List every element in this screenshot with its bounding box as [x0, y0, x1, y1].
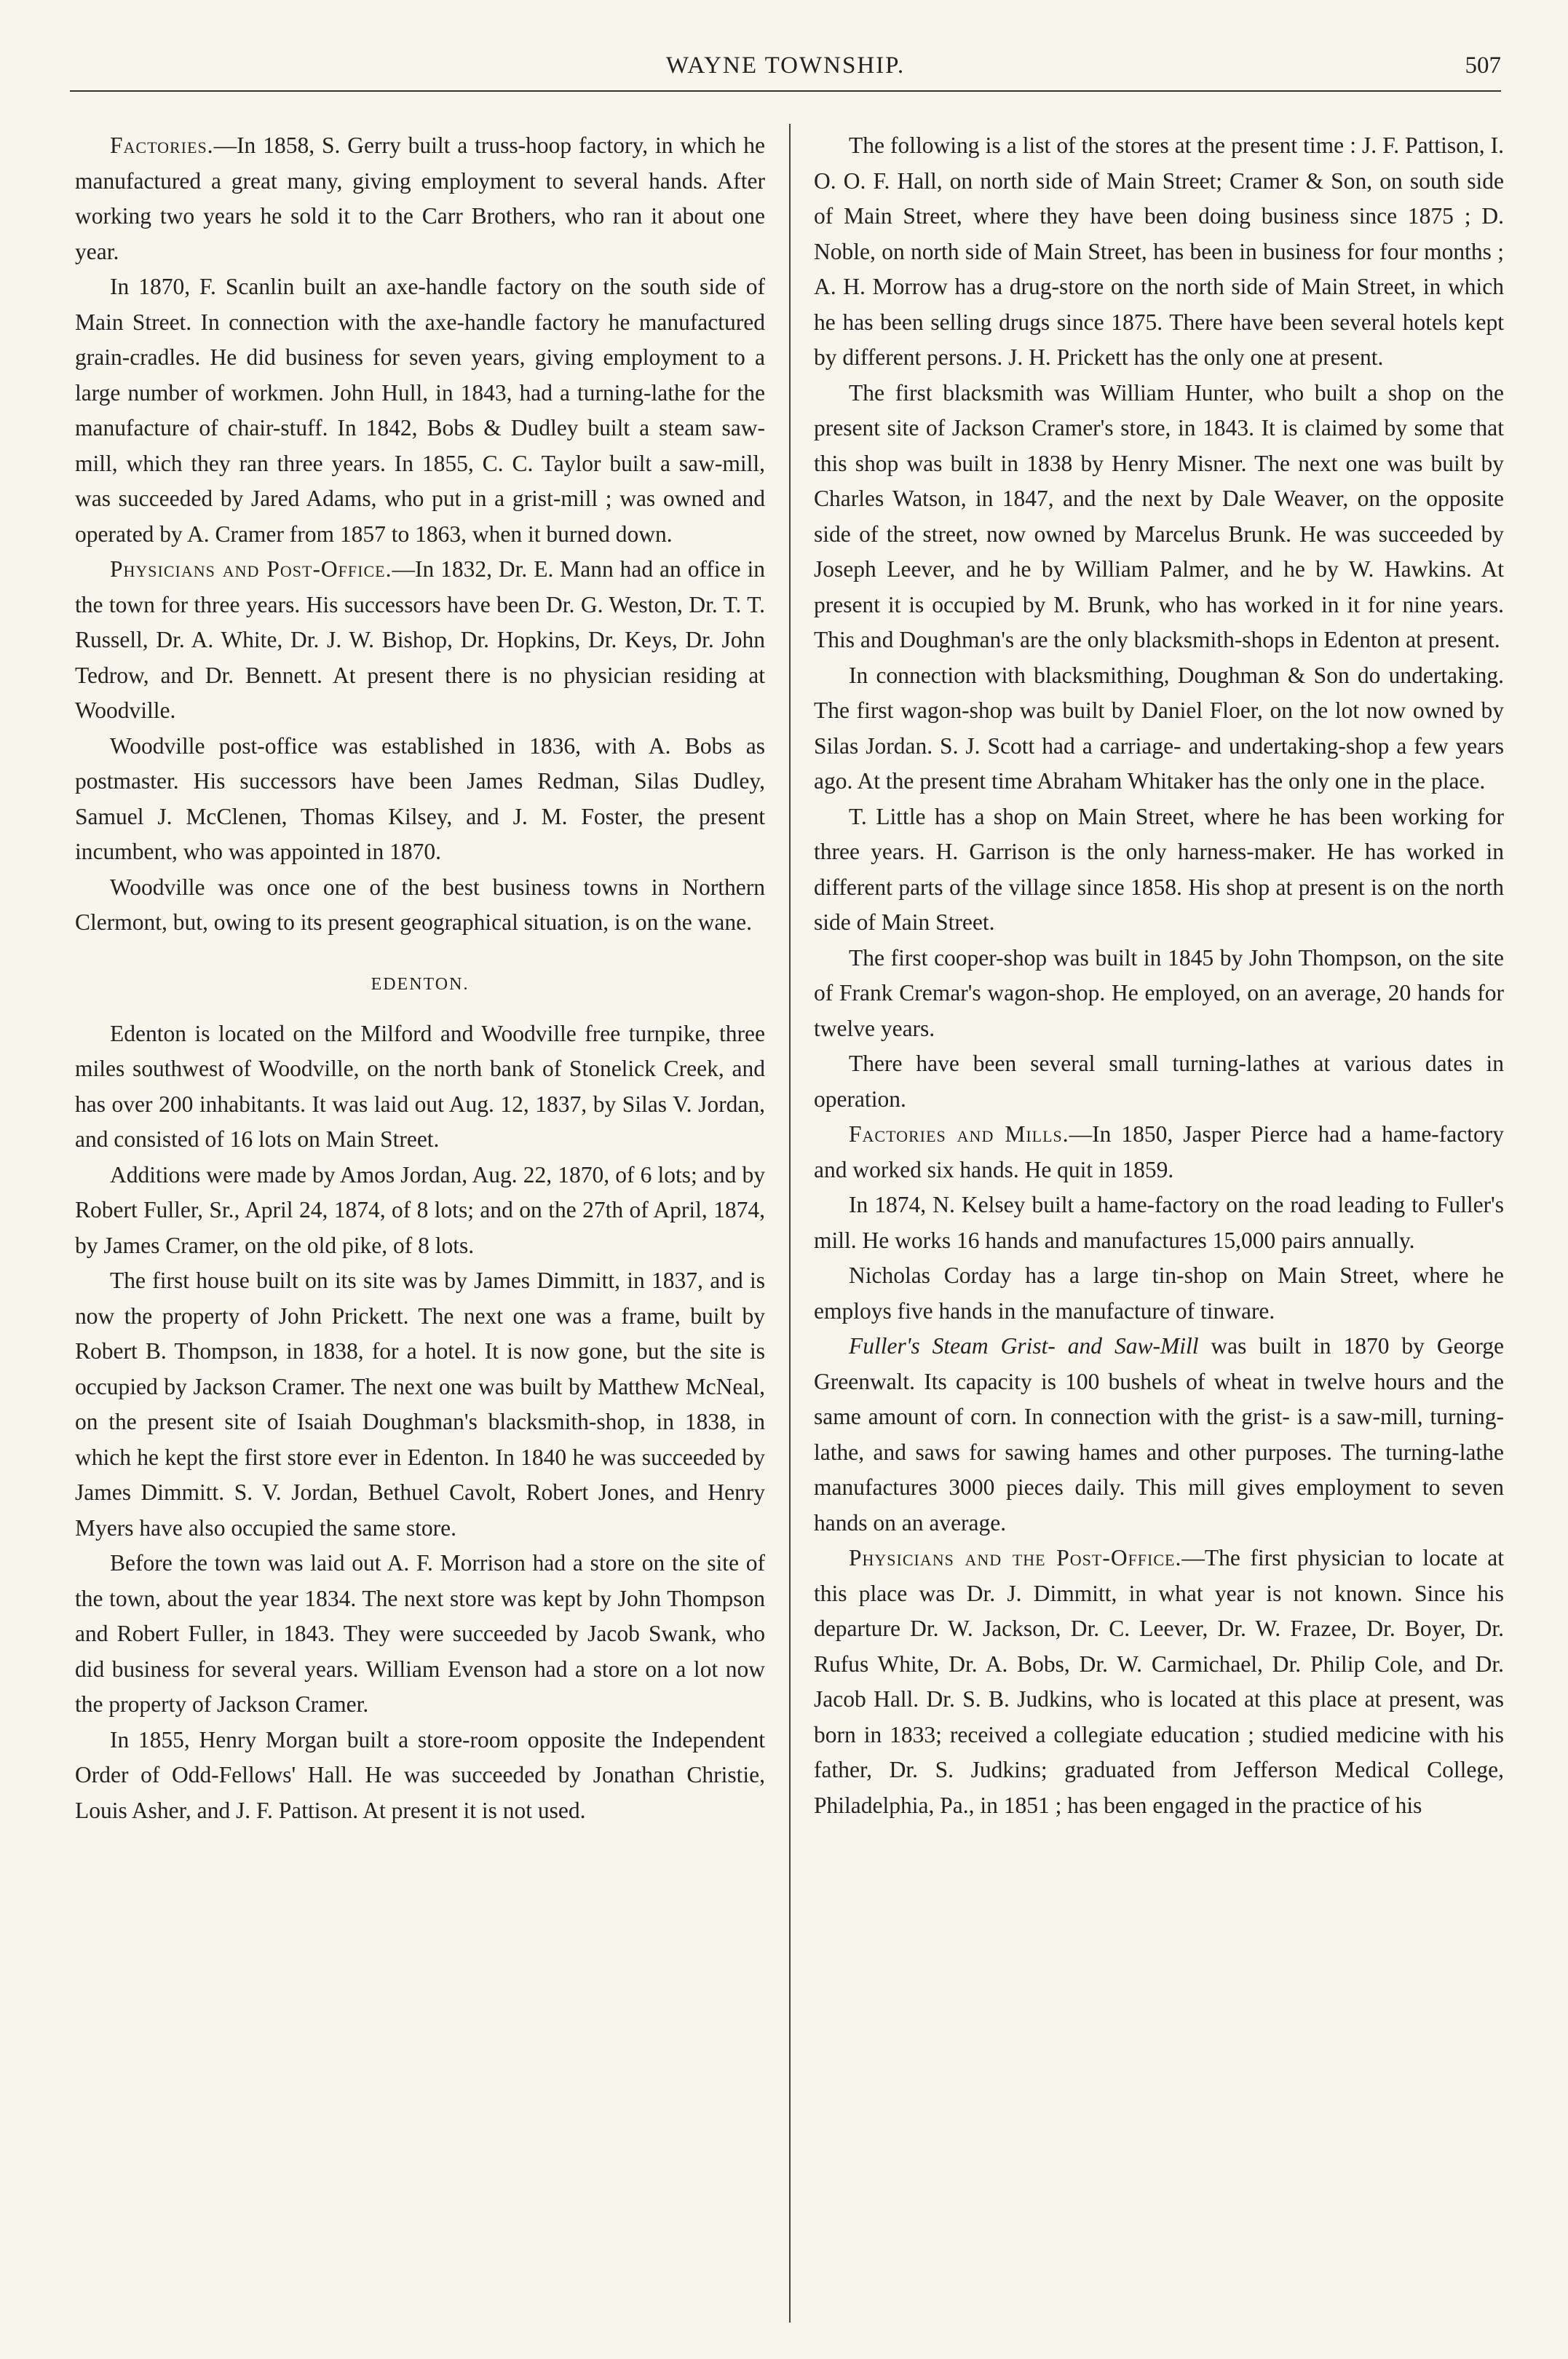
paragraph: There have been several small turning-lathes at various dates in operation.: [814, 1051, 1504, 1112]
page-title: WAYNE TOWNSHIP.: [665, 52, 906, 79]
paragraph: Nicholas Corday has a large tin-shop on Main Street, where he employs five hands in the manufacture of tinware.: [814, 1263, 1504, 1324]
paragraph-text: was built in 1870 by George Greenwalt. Its capacity is 100 bushels of wheat in twelve hours and the same amount of corn. In connection with the grist- is a saw-mill, turning-lathe, and saws for sawing hames and other purposes. The turning-lathe manufactures 3000 pieces daily. This mill gives employment to seven hands on an average.: [814, 1333, 1504, 1536]
section-heading: EDENTON.: [371, 974, 470, 994]
paragraph: Additions were made by Amos Jordan, Aug. 22, 1870, of 6 lots; and by Robert Fuller, Sr., April 24, 1874, of 8 lots; and on the 27th of April, 1874, by James Cramer, on the old pike, of 8 lots.: [75, 1161, 765, 1258]
paragraph: Before the town was laid out A. F. Morrison had a store on the site of the town, about the year 1834. The next store was kept by John Thompson and Robert Fuller, in 1843. They were succeeded by Jacob Swank, who did business for several years. William Evenson had a store on a lot now the property of Jackson Cramer.: [75, 1550, 765, 1717]
paragraph: [75, 128, 765, 269]
paragraph-text: —The first physician to locate at this place was Dr. J. Dimmitt, in what year is not known. Since his departure Dr. W. Jackson, Dr. C. Leever, Dr. W. Frazee, Dr. Boyer, Dr. Rufus White, Dr. A. Bobs, Dr. W. Carmichael, Dr. Philip Cole, and Dr. Jacob Hall. Dr. S. B. Judkins, who is located at this place at present, was born in 1833; received a collegiate education ; studied medicine with his father, Dr. S. Judkins; graduated from Jefferson Medical College, Philadelphia, Pa., in 1851 ; has been engaged in the practice of his: [814, 1545, 1504, 1818]
paragraph-text: —In 1832, Dr. E. Mann had an office in the town for three years. His successors have been Dr. G. Weston, Dr. T. T. Russell, Dr. A. White, Dr. J. W. Bishop, Dr. Hopkins, Dr. Keys, Dr. John Tedrow, and Dr. Bennett. At present there is no physician residing at Woodville.: [75, 556, 765, 723]
paragraph-lead: Physicians and the Post-Office.: [849, 1545, 1182, 1570]
paragraph-lead: Factories and Mills.: [849, 1121, 1069, 1147]
running-head: [70, 47, 1501, 92]
paragraph-lead: Factories.: [110, 133, 214, 158]
paragraph: In connection with blacksmithing, Doughman & Son do undertaking. The first wagon-shop was built by Daniel Floer, on the lot now owned by Silas Jordan. S. J. Scott had a carriage- and undertaking-shop a few years ago. At the present time Abraham Whitaker has the only one in the place.: [814, 662, 1504, 794]
paragraph: Edenton is located on the Milford and Woodville free turnpike, three miles southwest of Woodville, on the north bank of Stonelick Creek, and has over 200 inhabitants. It was laid out Aug. 12, 1837, by Silas V. Jordan, and consisted of 16 lots on Main Street.: [75, 1020, 765, 1152]
paragraph: T. Little has a shop on Main Street, where he has been working for three years. H. Garrison is the only harness-maker. He has worked in different parts of the village since 1858. His shop at present is on the north side of Main Street.: [814, 803, 1504, 935]
paragraph-lead: Fuller's Steam Grist- and Saw-Mill: [849, 1333, 1199, 1359]
paragraph: The first cooper-shop was built in 1845 by John Thompson, on the site of Frank Cremar's wagon-shop. He employed, on an average, 20 hands for twelve years.: [814, 944, 1504, 1041]
paragraph: The first house built on its site was by James Dimmitt, in 1837, and is now the property of John Prickett. The next one was a frame, built by Robert B. Thompson, in 1838, for a hotel. It is now gone, but the site is occupied by Jackson Cramer. The next one was built by Matthew McNeal, on the present site of Isaiah Doughman's blacksmith-shop, in 1838, in which he kept the first store ever in Edenton. In 1840 he was succeeded by James Dimmitt. S. V. Jordan, Bethuel Cavolt, Robert Jones, and Henry Myers have also occupied the same store.: [75, 1268, 765, 1541]
paragraph: Woodville post-office was established in 1836, with A. Bobs as postmaster. His successors have been James Redman, Silas Dudley, Samuel J. McClenen, Thomas Kilsey, and J. M. Foster, the present incumbent, who was appointed in 1870.: [75, 732, 765, 864]
paragraph-text: —In 1858, S. Gerry built a truss-hoop factory, in which he manufactured a great many, giving employment to several hands. After working two years he sold it to the Carr Brothers, who ran it about one year.: [75, 133, 765, 264]
paragraph: [814, 1541, 1504, 1823]
paragraph: In 1855, Henry Morgan built a store-room opposite the Independent Order of Odd-Fellows' Hall. He was succeeded by Jonathan Christie, Louis Asher, and J. F. Pattison. At present it is not used.: [75, 1726, 765, 1823]
paragraph: Woodville was once one of the best business towns in Northern Clermont, but, owing to its present geographical situation, is on the wane.: [75, 874, 765, 935]
right-column: [814, 128, 1504, 1823]
column-divider: [789, 124, 791, 2323]
paragraph-lead: Physicians and Post-Office.: [110, 556, 392, 582]
paragraph: The first blacksmith was William Hunter, who built a shop on the present site of Jackson Cramer's store, in 1843. It is claimed by some that this shop was built in 1838 by Henry Misner. The next one was built by Charles Watson, in 1847, and the next by Dale Weaver, on the opposite side of the street, now owned by Marcelus Brunk. He was succeeded by Joseph Leever, and he by William Palmer, and he by W. Hawkins. At present it is occupied by M. Brunk, who has worked in it for nine years. This and Doughman's are the only blacksmith-shops in Edenton at present.: [814, 379, 1504, 652]
paragraph: In 1874, N. Kelsey built a hame-factory on the road leading to Fuller's mill. He works 16 hands and manufactures 15,000 pairs annually.: [814, 1192, 1504, 1253]
paragraph: [814, 1329, 1504, 1541]
paragraph: [814, 1117, 1504, 1188]
paragraph: The following is a list of the stores at the present time : J. F. Pattison, I. O. O. F. Hall, on north side of Main Street; Cramer & Son, on south side of Main Street, where they have been doing business since 1875 ; D. Noble, on north side of Main Street, has been in business for four months ; A. H. Morrow has a drug-store on the north side of Main Street, in which he has been selling drugs since 1875. There have been several hotels kept by different persons. J. H. Prickett has the only one at present.: [814, 133, 1504, 370]
page-number: 507: [1465, 52, 1501, 79]
paragraph-text: —In 1850, Jasper Pierce had a hame-factory and worked six hands. He quit in 1859.: [814, 1121, 1504, 1182]
paragraph: In 1870, F. Scanlin built an axe-handle factory on the south side of Main Street. In connection with the axe-handle factory he manufactured grain-cradles. He did business for seven years, giving employment to a large number of workmen. John Hull, in 1843, had a turning-lathe for the manufacture of chair-stuff. In 1842, Bobs & Dudley built a steam saw-mill, which they ran three years. In 1855, C. C. Taylor built a saw-mill, was succeeded by Jared Adams, who put in a grist-mill ; was owned and operated by A. Cramer from 1857 to 1863, when it burned down.: [75, 274, 765, 547]
left-column: [75, 128, 765, 1828]
paragraph: [75, 552, 765, 729]
